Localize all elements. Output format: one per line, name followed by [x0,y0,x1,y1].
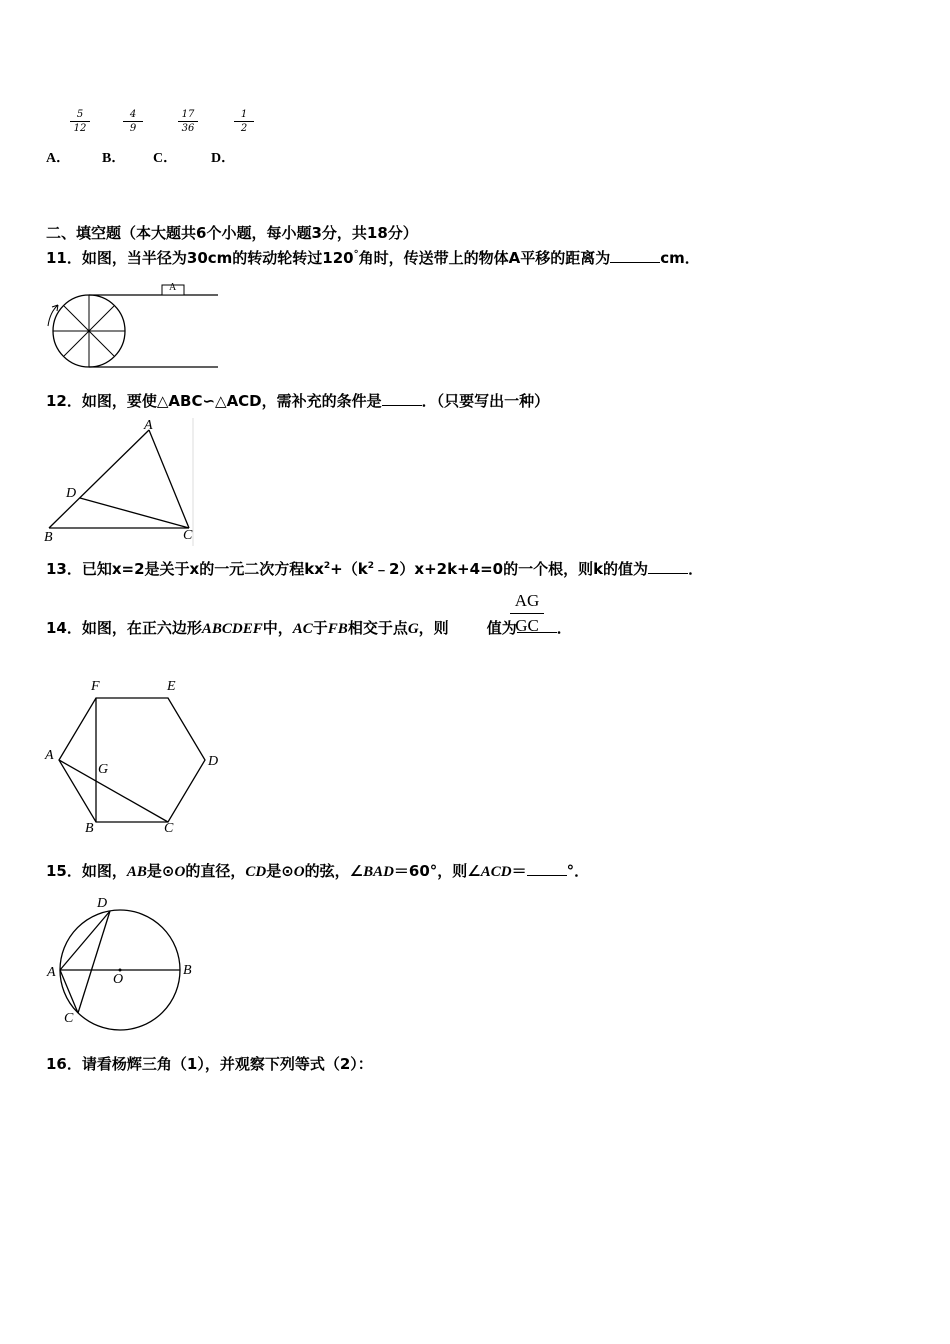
question-text: cm． [660,249,700,267]
center-o: O [293,864,305,880]
fraction-numerator: 5 [70,109,90,122]
superscript: 2 [367,561,374,571]
option-c-label[interactable]: C． [153,151,178,166]
question-text: ﹣2）x+2k+4=0的一个根，则k的值为 [373,560,649,578]
vertex-a-label: A [45,748,54,763]
triangle-figure [40,418,200,548]
question-16 [46,1053,373,1074]
fraction-numerator: 17 [178,109,198,122]
question-text: 是⊙ [266,862,294,880]
degree-sign: ° [353,249,359,260]
object-a-label: A [169,282,177,293]
question-text: ，则 [418,619,449,637]
question-text: 中， [262,619,293,637]
question-number: 15． [46,862,82,880]
question-text: 已知x=2是关于x的一元二次方程kx [81,560,324,578]
vertex-c-label: C [164,821,174,836]
point-c-label: C [64,1011,74,1026]
fraction-numerator: 1 [234,109,254,122]
answer-blank[interactable] [610,248,660,263]
question-text: ＝60°，则∠ [393,862,481,880]
question-text: 值为 [486,619,517,637]
option-b-fraction [123,109,143,134]
segment-fb: FB [327,621,348,637]
question-text: 的直径， [185,862,246,880]
option-a-label[interactable]: A． [46,151,71,166]
question-text: +（k [330,560,368,578]
vertex-b-label: B [44,530,53,545]
question-14 [46,617,572,638]
question-text: 请看杨辉三角（1），并观察下列等式（2）： [81,1055,373,1073]
question-text: 相交于点 [347,619,408,637]
question-text: 角时，传送带上的物体A平移的距离为 [358,249,611,267]
answer-blank[interactable] [648,559,688,574]
fraction-numerator: 4 [123,109,143,122]
conveyor-figure [40,280,230,375]
center-o: O [174,864,186,880]
vertex-a-label: A [144,418,153,433]
superscript: 2 [323,561,331,571]
hexagon-name: ABCDEF [201,621,263,637]
question-text: 于 [312,619,328,637]
question-number: 13． [46,560,82,578]
hexagon-figure [40,680,230,840]
vertex-d-label: D [208,754,219,769]
ratio-fraction [510,591,544,636]
option-d-fraction [234,109,254,134]
question-text: ． [688,560,704,578]
fraction-denominator: 36 [181,123,195,134]
question-text: 的弦，∠ [304,862,364,880]
section-title: 二、填空题（本大题共6个小题，每小题3分，共18分） [46,224,418,242]
question-number: 14． [46,619,82,637]
option-d-label[interactable]: D． [211,151,236,166]
vertex-b-label: B [85,821,94,836]
point-b-label: B [183,963,192,978]
option-c-fraction [178,109,198,134]
segment-ab: AB [126,864,147,880]
fraction-denominator: GC [515,616,539,635]
vertex-d-label: D [66,486,77,501]
point-d-label: D [97,896,108,911]
question-13 [46,558,703,579]
angle-bad: BAD [363,864,394,880]
segment-cd: CD [245,864,267,880]
point-g-label: G [98,762,109,777]
question-number: 16． [46,1055,82,1073]
question-text: ．（只要写出一种） [421,392,550,410]
vertex-e-label: E [167,679,176,694]
question-12 [46,390,549,411]
question-text: ＝ [511,862,527,880]
vertex-c-label: C [183,528,193,543]
question-number: 11． [46,249,82,267]
question-11 [46,247,700,268]
option-b-label[interactable]: B． [102,151,126,166]
center-o-label: O [113,972,124,987]
question-15 [46,860,589,881]
fraction-denominator: 12 [73,123,87,134]
answer-blank[interactable] [527,861,567,876]
vertex-f-label: F [91,679,100,694]
point-a-label: A [47,965,56,980]
option-a-fraction [70,109,90,134]
point-g: G [407,621,419,637]
answer-blank[interactable] [382,391,422,406]
segment-ac: AC [292,621,313,637]
question-text: °． [566,862,590,880]
question-text: 如图，当半径为30cm的转动轮转过120 [81,249,354,267]
question-text: ． [556,619,572,637]
angle-acd: ACD [480,864,512,880]
question-text: 如图，要使△ABC∽△ACD，需补充的条件是 [81,392,382,410]
fraction-denominator: 2 [240,123,248,134]
question-text: 如图，在正六边形 [81,619,202,637]
question-number: 12． [46,392,82,410]
fraction-numerator: AG [510,591,544,614]
question-text: 是⊙ [146,862,175,880]
question-text: 如图， [81,862,127,880]
fraction-denominator: 9 [129,123,137,134]
